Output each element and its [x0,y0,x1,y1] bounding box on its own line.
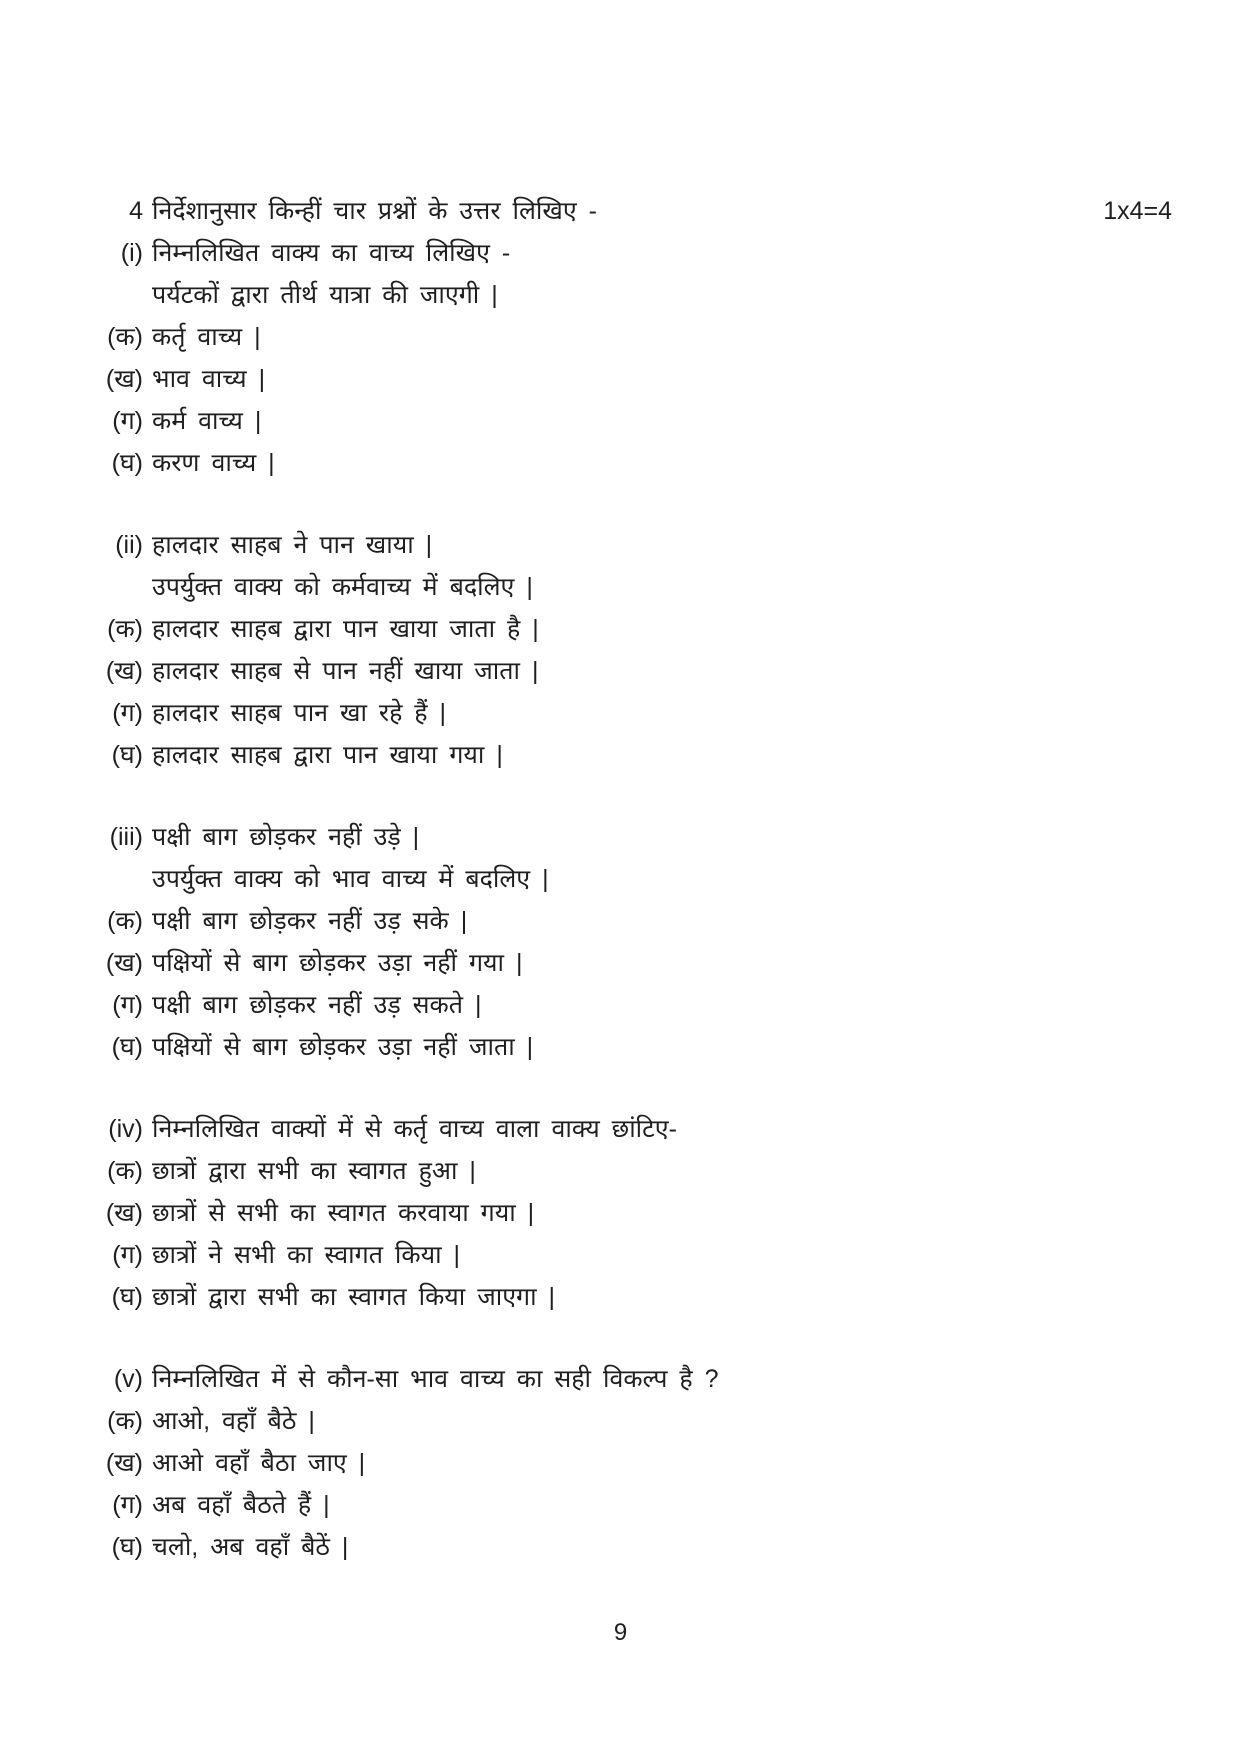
option-row [88,1192,1172,1234]
sub-question-label: (v) [113,1365,143,1393]
option-text: पक्षियों से बाग छोड़कर उड़ा नहीं गया | [152,949,523,977]
sub-question-line: निम्नलिखित वाक्य का वाच्य लिखिए - [152,239,511,267]
sub-question-text [152,1108,677,1150]
sub-question-text [152,524,533,608]
sub-question-line: पर्यटकों द्वारा तीर्थ यात्रा की जाएगी | [152,281,498,309]
option-row [88,734,1172,776]
option-label: (ग) [112,1241,143,1269]
sub-question-line: उपर्युक्त वाक्य को कर्मवाच्य में बदलिए | [152,573,533,601]
option-label: (ग) [112,1491,143,1519]
option-row [88,1234,1172,1276]
option-row [88,1026,1172,1068]
option-row [88,1276,1172,1318]
option-text: हालदार साहब द्वारा पान खाया गया | [152,741,503,769]
option-text: छात्रों से सभी का स्वागत करवाया गया | [152,1199,535,1227]
option-text: चलो, अब वहाँ बैठें | [152,1533,349,1561]
sub-question-line: पक्षी बाग छोड़कर नहीं उड़े | [152,823,420,851]
option-label: (क) [107,1407,143,1435]
option-text: भाव वाच्य | [152,365,266,393]
option-row [88,1442,1172,1484]
question-4-block [88,190,1172,1568]
option-text: करण वाच्य | [152,449,275,477]
sub-question-ii [88,524,1172,776]
option-label: (क) [107,1157,143,1185]
option-label: (ग) [112,699,143,727]
sub-question-text [152,816,549,900]
option-label: (ख) [105,1199,143,1227]
option-row [88,358,1172,400]
option-label: (ग) [112,991,143,1019]
option-row [88,650,1172,692]
sub-question-row [88,232,1172,316]
sub-question-iv [88,1108,1172,1318]
sub-question-label: (i) [120,239,143,267]
option-text: अब वहाँ बैठते हैं | [152,1491,330,1519]
option-text: पक्षी बाग छोड़कर नहीं उड़ सके | [152,907,468,935]
sub-question-row [88,816,1172,900]
option-label: (क) [107,615,143,643]
option-row [88,1526,1172,1568]
sub-question-iii [88,816,1172,1068]
option-text: आओ वहाँ बैठा जाए | [152,1449,366,1477]
option-row [88,942,1172,984]
option-label: (ख) [105,949,143,977]
option-text: पक्षी बाग छोड़कर नहीं उड़ सकते | [152,991,482,1019]
sub-question-line: हालदार साहब ने पान खाया | [152,531,433,559]
option-label: (क) [107,907,143,935]
sub-question-text [152,1358,719,1400]
option-text: पक्षियों से बाग छोड़कर उड़ा नहीं जाता | [152,1033,534,1061]
option-text: छात्रों द्वारा सभी का स्वागत किया जाएगा | [152,1283,556,1311]
option-label: (घ) [111,1033,143,1061]
option-row [88,692,1172,734]
option-row [88,442,1172,484]
question-header-row [88,190,1172,232]
option-row [88,1150,1172,1192]
sub-question-text [152,232,510,316]
option-label: (क) [107,323,143,351]
sub-question-i [88,232,1172,484]
option-text: कर्तृ वाच्य | [152,323,261,351]
page-number: 9 [613,1619,628,1646]
sub-question-row [88,1358,1172,1400]
option-row [88,984,1172,1026]
sub-question-label: (iv) [108,1115,143,1143]
option-row [88,400,1172,442]
option-row [88,316,1172,358]
option-label: (घ) [111,741,143,769]
option-row [88,608,1172,650]
option-label: (घ) [111,1533,143,1561]
option-label: (ग) [112,407,143,435]
option-text: हालदार साहब पान खा रहे हैं | [152,699,447,727]
sub-question-line: निम्नलिखित में से कौन-सा भाव वाच्य का सही विकल्प है ? [152,1365,719,1393]
option-label: (घ) [111,449,143,477]
question-marks: 1x4=4 [1103,197,1172,225]
option-label: (ख) [105,365,143,393]
sub-question-row [88,1108,1172,1150]
sub-question-line: निम्नलिखित वाक्यों में से कर्तृ वाच्य वाला वाक्य छांटिए- [152,1115,677,1143]
sub-question-v [88,1358,1172,1568]
sub-question-label: (ii) [115,531,143,559]
option-label: (ख) [105,657,143,685]
option-text: छात्रों ने सभी का स्वागत किया | [152,1241,461,1269]
question-text: निर्देशानुसार किन्हीं चार प्रश्नों के उत्तर लिखिए - [152,197,597,225]
sub-question-label: (iii) [109,823,143,851]
option-row [88,900,1172,942]
option-text: छात्रों द्वारा सभी का स्वागत हुआ | [152,1157,476,1185]
sub-question-row [88,524,1172,608]
option-row [88,1484,1172,1526]
option-row [88,1400,1172,1442]
option-label: (घ) [111,1283,143,1311]
question-number: 4 [129,197,143,225]
option-text: आओ, वहाँ बैठे | [152,1407,315,1435]
option-label: (ख) [105,1449,143,1477]
option-text: कर्म वाच्य | [152,407,262,435]
option-text: हालदार साहब से पान नहीं खाया जाता | [152,657,539,685]
sub-question-line: उपर्युक्त वाक्य को भाव वाच्य में बदलिए | [152,865,549,893]
option-text: हालदार साहब द्वारा पान खाया जाता है | [152,615,539,643]
